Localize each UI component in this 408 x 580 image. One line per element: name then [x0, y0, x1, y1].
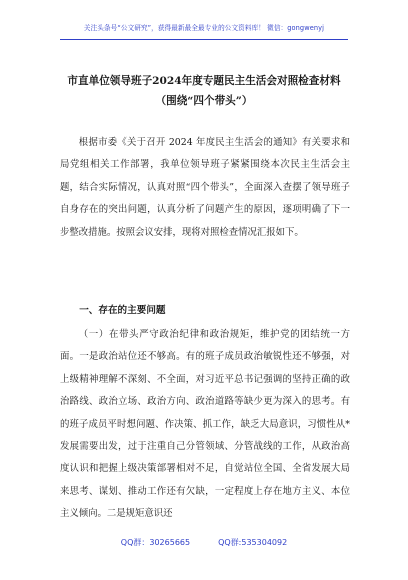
section-paragraph: （一）在带头严守政治纪律和政治规矩，维护党的团结统一方面。一是政治站位还不够高。有的班子成员政治敏锐性还不够强，对上级精神理解不深刻、不全面，对习近平总书记强调的坚持正确的政治路线、政治立场、政治方向、政治道路等缺少更为深入的思考。有的班子成员平时想问题、作决策、抓工作，缺乏大局意识，习惯性从*发展需要出发，过于注重自己分管领域、分管战线的工作，从政治高度认识和把握上级决策部署相对不足，自觉站位全国、全省发展大局来思考、谋划、推动工作还有欠缺，一定程度上存在地方主义、本位主义倾向。二是规矩意识还: [60, 329, 350, 520]
footer-qq-group-2: QQ群:535304092: [218, 538, 288, 547]
document-subtitle: （围绕“四个带头”）: [155, 95, 253, 107]
intro-paragraph: 根据市委《关于召开 2024 年度民主生活会的通知》有关要求和局党组相关工作部署，我单位领导班子紧紧围绕本次民主生活会主题，结合实际情况，认真对照“四个带头”，全面深入查摆了领导班子自身存在的突出问题，认真分析了问题产生的原因，逐项明确了下一步整改措施。按照会议安排，现将对照检查情况汇报如下。: [60, 137, 350, 238]
section-heading: 一、存在的主要问题: [79, 305, 166, 316]
header-banner: 关注头条号“公文研究”，获得最新最全最专业的公文资料库！ 微信：gongwenyj: [83, 24, 325, 32]
footer: [0, 537, 408, 548]
header-divider: [60, 39, 348, 40]
footer-qq-group-1: QQ群：30265665: [120, 538, 191, 547]
document-title: 市直单位领导班子2024年度专题民主生活会对照检查材料: [67, 75, 341, 87]
